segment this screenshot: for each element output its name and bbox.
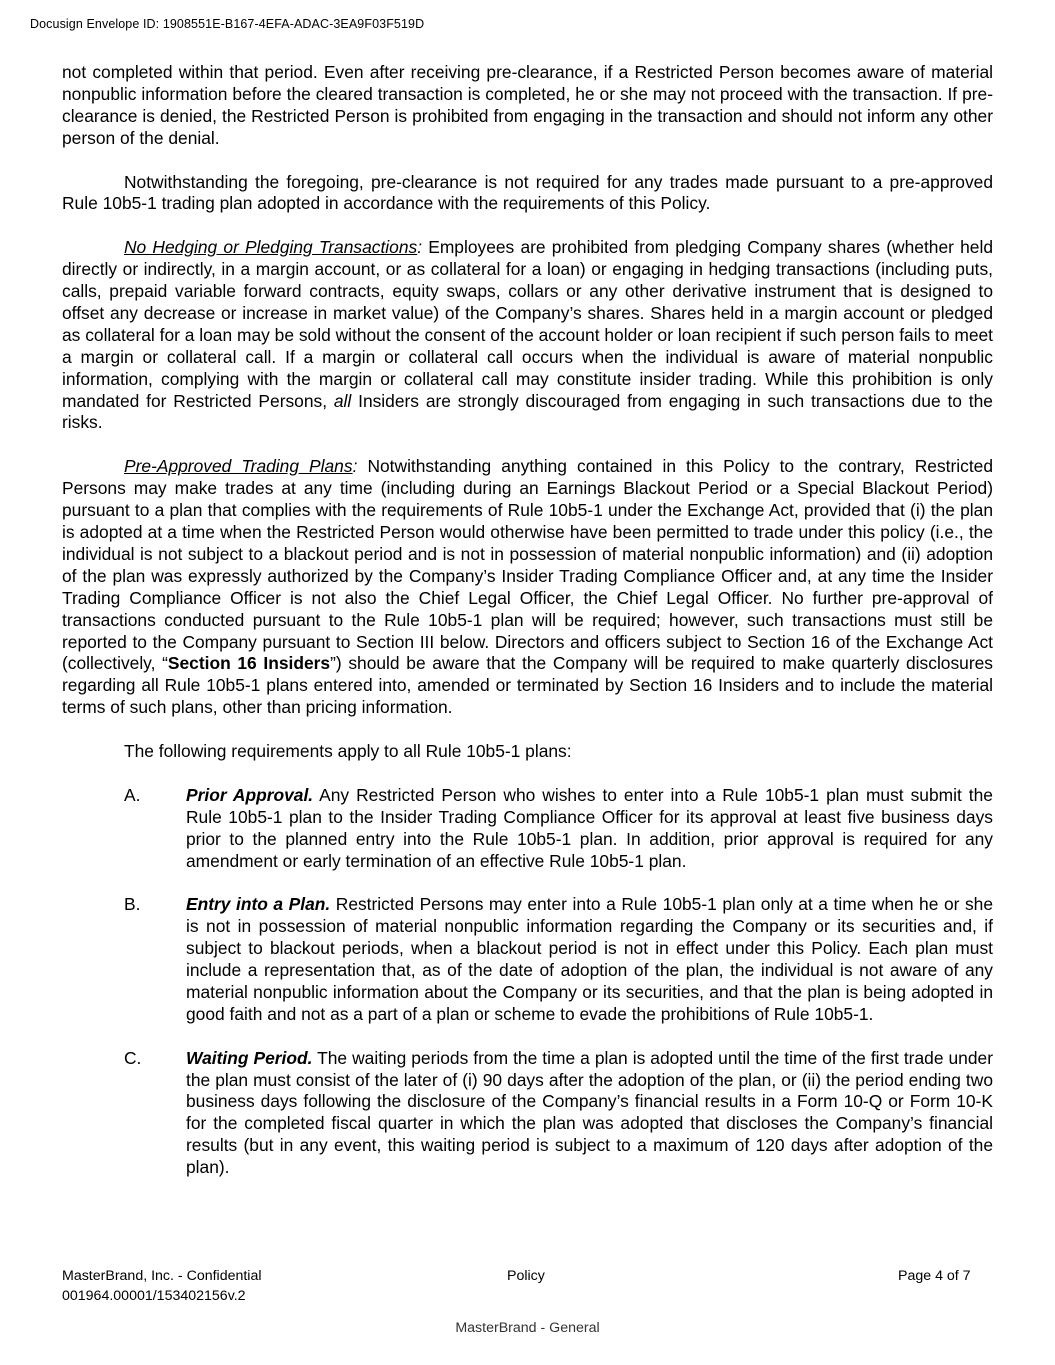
hedging-text-1: Employees are prohibited from pledging Company shares (whether held directly or indirectly, in a margin account, or as collateral for a loan) or engaging in hedging transactions (including puts, calls, prepaid variable forward contracts, equity swaps, collars or any other derivative instrument that is designed to offset any decrease or increase in market value) of the Company’s shares. Shares held in a margin account or pledged as collateral for a loan may be sold without the consent of the account holder or loan recipient if such person fails to meet a margin or collateral call. If a margin or collateral call occurs when the individual is aware of material nonpublic information, complying with the margin or collateral call may constitute insider trading. While this prohibition is only mandated for Restricted Persons,	[62, 237, 993, 411]
requirement-text: Any Restricted Person who wishes to enter into a Rule 10b5-1 plan must submit the Rule 10b5-1 plan to the Insider Trading Compliance Officer for its approval at least five business days prior to the planned entry into the Rule 10b5-1 plan. In addition, prior approval is required for any amendment or early termination of an effective Rule 10b5-1 plan.	[186, 784, 993, 871]
footer-company: MasterBrand, Inc. - Confidential	[62, 1268, 262, 1284]
requirement-text: Restricted Persons may enter into a Rule 10b5-1 plan only at a time when he or she is not in possession of material nonpublic information regarding the Company or its securities and, if subject to blackout periods, when a blackout period is not in effect under this Policy. Each plan must include a representation that, as of the date of adoption of the plan, the individual is not aware of any material nonpublic information about the Company or its securities, and that the plan is being adopted in good faith and not as a part of a plan or scheme to evade the prohibitions of Rule 10b5-1.	[186, 894, 993, 1024]
requirement-item-b	[62, 894, 993, 1025]
document-body	[62, 62, 993, 1179]
requirement-label: A.	[124, 784, 141, 805]
envelope-id: Docusign Envelope ID: 1908551E-B167-4EFA-ADAC-3EA9F03F519D	[30, 17, 425, 31]
heading-trading-plans: Pre-Approved Trading Plans	[124, 456, 353, 477]
hedging-emphasis: all	[333, 390, 352, 411]
heading-colon: :	[352, 456, 358, 477]
requirement-title: Prior Approval.	[186, 784, 314, 805]
hedging-text-2: Insiders are strongly discouraged from engaging in such transactions due to the risks.	[62, 390, 993, 433]
footer-page-number: Page 4 of 7	[898, 1268, 971, 1284]
defined-term-section-16: Section 16 Insiders	[167, 653, 331, 674]
paragraph-preclearance-continued: not completed within that period. Even after receiving pre-clearance, if a Restricted Person becomes aware of material nonpublic information before the cleared transaction is completed, he or she may not proceed with the transaction. If pre-clearance is denied, the Restricted Person is prohibited from engaging in the transaction and should not inform any other person of the denial.	[62, 62, 993, 148]
heading-no-hedging: No Hedging or Pledging Transactions	[124, 237, 418, 258]
paragraph-preclearance-exception: Notwithstanding the foregoing, pre-clearance is not required for any trades made pursuant to a pre-approved Rule 10b5-1 trading plan adopted in accordance with the requirements of this Policy.	[62, 171, 993, 214]
plans-text-2: ”) should be aware that the Company will be required to make quarterly disclosures regarding all Rule 10b5-1 plans entered into, amended or terminated by Section 16 Insiders and to include the material terms of such plans, other than pricing information.	[62, 653, 993, 718]
requirement-item-a	[62, 785, 993, 873]
requirement-item-c	[62, 1048, 993, 1179]
heading-colon: :	[417, 237, 423, 258]
requirement-label: B.	[124, 894, 141, 915]
requirements-intro: The following requirements apply to all Rule 10b5-1 plans:	[124, 741, 572, 762]
requirement-label: C.	[124, 1047, 142, 1068]
requirement-text: The waiting periods from the time a plan is adopted until the time of the first trade under the plan must consist of the later of (i) 90 days after the adoption of the plan, or (ii) the period ending two business days following the disclosure of the Company’s financial results in a Form 10-Q or Form 10-K for the completed fiscal quarter in which the plan was adopted that discloses the Company’s financial results (but in any event, this waiting period is subject to a maximum of 120 days after adoption of the plan).	[186, 1047, 993, 1178]
plans-text-1: Notwithstanding anything contained in this Policy to the contrary, Restricted Persons may make trades at any time (including during an Earnings Blackout Period or a Special Blackout Period) pursuant to a plan that complies with the requirements of Rule 10b5-1 under the Exchange Act, provided that (i) the plan is adopted at a time when the Restricted Person would otherwise have been permitted to trade under this policy (i.e., the individual is not subject to a blackout period and is not in possession of material nonpublic information) and (ii) adoption of the plan was expressly authorized by the Company’s Insider Trading Compliance Officer and, at any time the Insider Trading Compliance Officer is not also the Chief Legal Officer, the Chief Legal Officer. No further pre-approval of transactions conducted pursuant to the Rule 10b5-1 plan will be required; however, such transactions must still be reported to the Company pursuant to Section III below. Directors and officers subject to Section 16 of the Exchange Act (collectively, “	[62, 456, 994, 674]
requirement-title: Entry into a Plan.	[186, 894, 331, 915]
footer-left	[62, 1266, 262, 1306]
classification-label: MasterBrand - General	[455, 1320, 600, 1336]
requirement-title: Waiting Period.	[186, 1047, 313, 1068]
paragraph-no-hedging	[62, 237, 993, 434]
footer-center: Policy	[507, 1268, 545, 1284]
footer-doc-number: 001964.00001/153402156v.2	[62, 1288, 246, 1304]
paragraph-trading-plans	[62, 456, 993, 719]
